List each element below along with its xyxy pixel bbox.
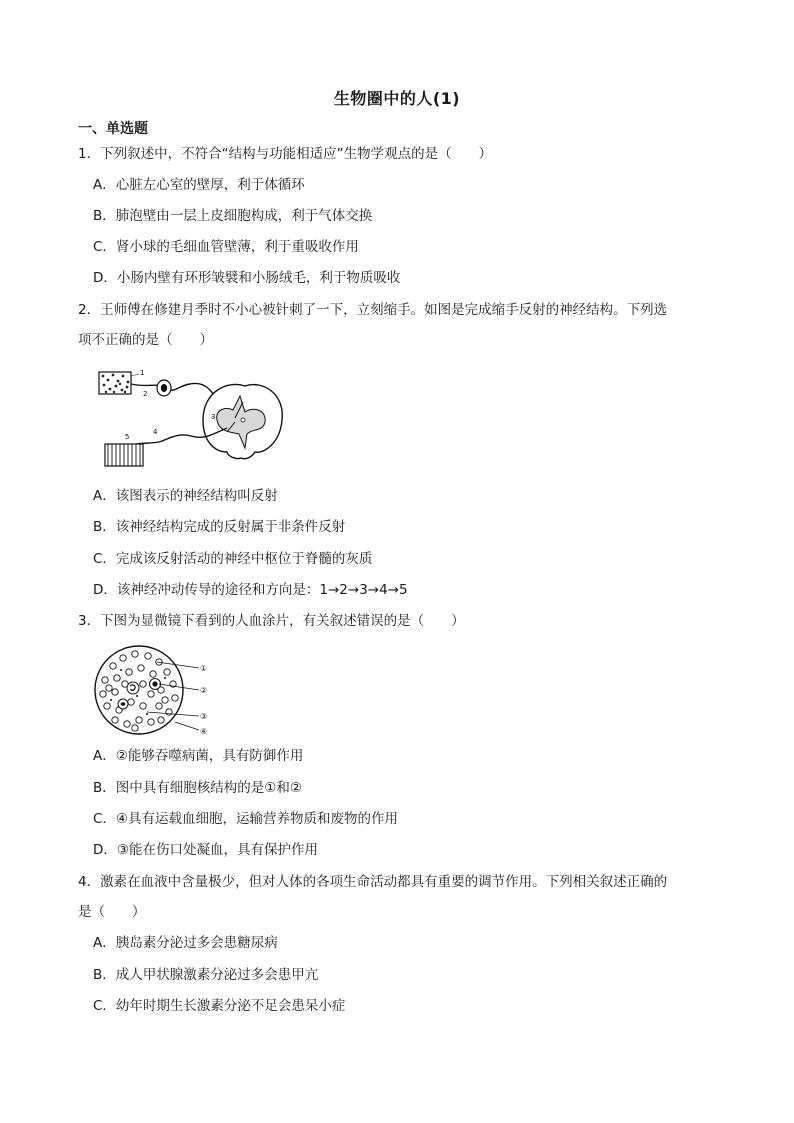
section-heading: 一、单选题	[78, 121, 148, 137]
spinal-cord	[203, 384, 282, 458]
question-1-option-d: D．小肠内壁有环形皱襞和小肠绒毛，利于物质吸收	[93, 270, 401, 286]
figure-label-5: 5	[125, 433, 130, 441]
question-2-option-d: D．该神经冲动传导的途径和方向是：1→2→3→4→5	[93, 582, 408, 598]
question-1-option-a: A．心脏左心室的壁厚，利于体循环	[93, 177, 305, 193]
question-2-stem-line2: 项不正确的是（ ）	[78, 332, 213, 348]
page-title: 生物圈中的人(1)	[333, 89, 461, 108]
question-4-stem-line2: 是（ ）	[78, 904, 146, 920]
question-4-option-a: A．胰岛素分泌过多会患糖尿病	[93, 935, 278, 951]
question-3-stem: 3．下图为显微镜下看到的人血涂片，有关叙述错误的是（ ）	[78, 613, 465, 629]
question-1-option-c: C．肾小球的毛细血管壁薄，利于重吸收作用	[93, 239, 359, 255]
effector-muscle	[105, 444, 143, 466]
receptor-skin	[99, 372, 131, 394]
figure-label-circled-3: ③	[200, 712, 208, 721]
question-2-option-c: C．完成该反射活动的神经中枢位于脊髓的灰质	[93, 551, 373, 567]
question-1-stem: 1．下列叙述中，不符合“结构与功能相适应”生物学观点的是（ ）	[78, 146, 493, 162]
question-3-option-d: D．③能在伤口处凝血，具有保护作用	[93, 842, 318, 858]
question-3-option-a: A．②能够吞噬病菌，具有防御作用	[93, 748, 304, 764]
figure-label-circled-4: ④	[200, 727, 208, 736]
question-2-option-a: A．该图表示的神经结构叫反射	[93, 488, 278, 504]
question-4-option-b: B．成人甲状腺激素分泌过多会患甲亢	[93, 967, 319, 983]
figure-label-circled-1: ①	[200, 664, 208, 673]
figure-label-2: 2	[143, 390, 148, 398]
figure-label-4: 4	[153, 428, 158, 436]
blood-smear-figure	[93, 644, 215, 740]
question-3-option-c: C．④具有运载血细胞，运输营养物质和废物的作用	[93, 811, 399, 827]
question-3-option-b: B．图中具有细胞核结构的是①和②	[93, 780, 302, 796]
question-4-stem-line1: 4．激素在血液中含量极少，但对人体的各项生命活动都具有重要的调节作用。下列相关叙述正确的	[78, 874, 668, 890]
figure-label-circled-2: ②	[200, 686, 208, 695]
question-4-option-c: C．幼年时期生长激素分泌不足会患呆小症	[93, 998, 346, 1014]
reflex-arc-figure	[95, 362, 285, 474]
question-2-stem-line1: 2．王师傅在修建月季时不小心被针刺了一下，立刻缩手。如图是完成缩手反射的神经结构。下列选	[78, 302, 668, 318]
figure-label-1: 1	[140, 369, 145, 377]
figure-label-3: 3	[211, 413, 216, 421]
question-2-option-b: B．该神经结构完成的反射属于非条件反射	[93, 519, 346, 535]
question-1-option-b: B．肺泡壁由一层上皮细胞构成，利于气体交换	[93, 208, 373, 224]
